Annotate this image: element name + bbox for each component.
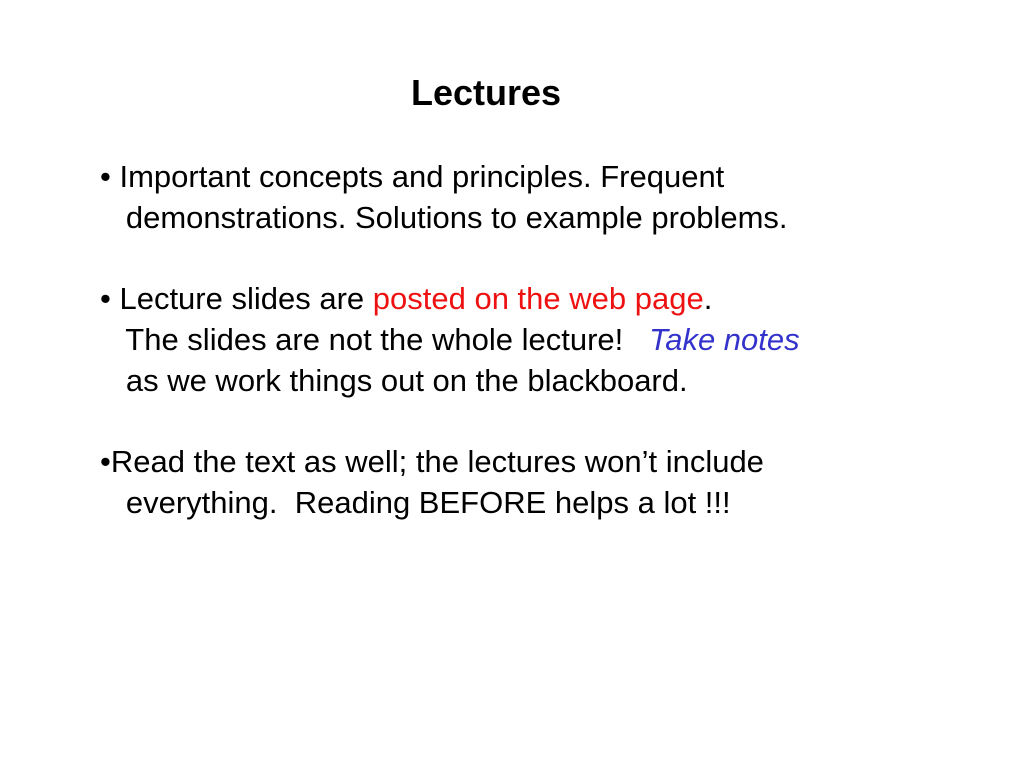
take-notes-emphasis: Take notes <box>649 322 800 357</box>
bullet-2-line-2-text: The slides are not the whole lecture! <box>100 322 650 357</box>
slide-body <box>100 156 1000 523</box>
bullet-1-line-2: demonstrations. Solutions to example problems. <box>100 200 788 235</box>
bullet-2-line-3: as we work things out on the blackboard. <box>100 363 688 398</box>
web-page-highlight: posted on the web page <box>372 281 704 316</box>
bullet-item-1 <box>100 156 1000 238</box>
bullet-3-line-1: •Read the text as well; the lectures won’t include <box>100 444 764 479</box>
bullet-2-suffix: . <box>703 281 713 316</box>
bullet-2-prefix: • Lecture slides are <box>100 281 373 316</box>
spacer <box>100 238 1000 278</box>
bullet-item-3 <box>100 441 1000 523</box>
bullet-2-line-1 <box>100 278 1000 319</box>
spacer <box>100 401 1000 441</box>
bullet-3-line-2: everything. Reading BEFORE helps a lot !!! <box>100 485 731 520</box>
bullet-2-line-2 <box>100 319 1000 360</box>
bullet-item-2 <box>100 278 1000 401</box>
slide-title: Lectures <box>410 72 562 113</box>
bullet-1-line-1: • Important concepts and principles. Frequent <box>100 159 725 194</box>
